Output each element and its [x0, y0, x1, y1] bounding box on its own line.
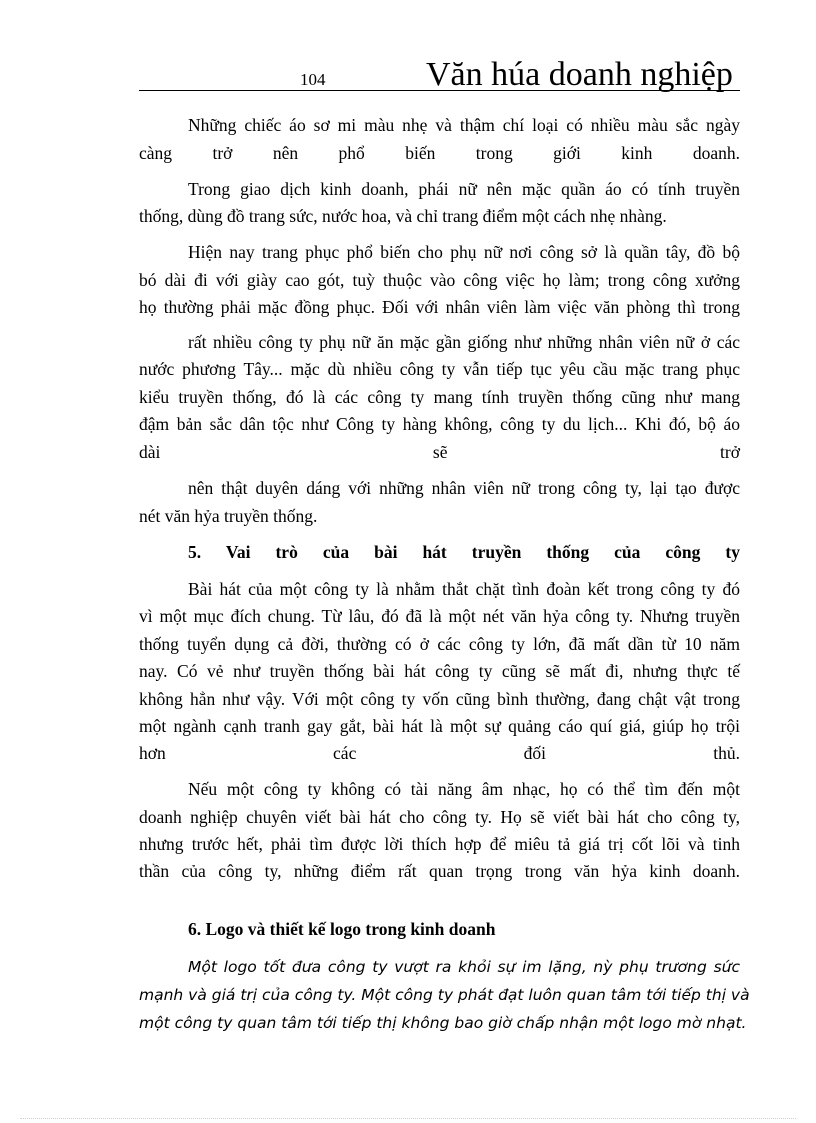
section-heading-5: 5. Vai trò của bài hát truyền thống của công ty — [188, 542, 740, 562]
running-title: Văn húa doanh nghiệp — [426, 56, 733, 93]
page-bottom-border — [20, 1118, 796, 1119]
paragraph-line: vì một mục đích chung. Từ lâu, đó đã là một nét văn hỷa công ty. Nhưng truyền — [139, 606, 740, 626]
paragraph-line: nước phương Tây... mặc dù nhiều công ty vẫn tiếp tục yêu cầu mặc trang phục — [139, 359, 740, 379]
paragraph-line: kiểu truyền thống, đó là các công ty mang tính truyền thống cũng như mang — [139, 387, 740, 407]
paragraph-line: Nếu một công ty không có tài năng âm nhạc, họ có thể tìm đến một — [188, 779, 740, 799]
italic-paragraph-line: mạnh và giá trị của công ty. Một công ty phát đạt luôn quan tâm tới tiếp thị và — [139, 986, 750, 1004]
paragraph-line: nay. Có vẻ như truyền thống bài hát công ty cũng sẽ mất đi, nhưng thực tế — [139, 661, 740, 681]
paragraph-line: rất nhiều công ty phụ nữ ăn mặc gần giống như những nhân viên nữ ở các — [188, 332, 740, 352]
paragraph-line: Trong giao dịch kinh doanh, phái nữ nên mặc quần áo có tính truyền — [188, 179, 740, 199]
paragraph-line: nhưng trước hết, phải tìm được lời thích hợp để miêu tả giá trị cốt lõi và tinh — [139, 834, 740, 854]
section-heading-6: 6. Logo và thiết kế logo trong kinh doanh — [188, 919, 496, 939]
paragraph-line: Hiện nay trang phục phổ biến cho phụ nữ nơi công sở là quần tây, đồ bộ — [188, 242, 740, 262]
paragraph-line: Những chiếc áo sơ mi màu nhẹ và thậm chí loại có nhiều màu sắc ngày — [188, 115, 740, 135]
paragraph-line: nên thật duyên dáng với những nhân viên nữ trong công ty, lại tạo được — [188, 478, 740, 498]
italic-paragraph-line: Một logo tốt đưa công ty vượt ra khỏi sự im lặng, nỳ phụ trương sức — [188, 958, 740, 976]
paragraph-line: thống, dùng đồ trang sức, nước hoa, và chỉ trang điểm một cách nhẹ nhàng. — [139, 206, 667, 226]
paragraph-line: thần của công ty, những điểm rất quan trọng trong văn hỷa kinh doanh. — [139, 861, 740, 881]
paragraph-line: nét văn hỷa truyền thống. — [139, 506, 318, 526]
paragraph-line: bó dài đi với giày cao gót, tuỳ thuộc vào công việc họ làm; trong công xưởng — [139, 270, 740, 290]
paragraph-line: Bài hát của một công ty là nhằm thắt chặt tình đoàn kết trong công ty đó — [188, 579, 740, 599]
paragraph-line: doanh nghiệp chuyên viết bài hát cho công ty. Họ sẽ viết bài hát cho công ty, — [139, 807, 740, 827]
page-number: 104 — [300, 70, 326, 89]
paragraph-line: họ thường phải mặc đồng phục. Đối với nhân viên làm việc văn phòng thì trong — [139, 297, 740, 317]
paragraph-line: một ngành cạnh tranh gay gắt, bài hát là một sự quảng cáo quí giá, giúp họ trội — [139, 716, 740, 736]
paragraph-line: thống tuyển dụng cả đời, thường có ở các công ty lớn, đã mất dần từ 10 năm — [139, 634, 740, 654]
paragraph-line: dài sẽ trở — [139, 442, 740, 462]
paragraph-line: hơn các đối thủ. — [139, 743, 740, 763]
paragraph-line: không hẳn như vậy. Với một công ty vốn cũng bình thường, đang chật vật trong — [139, 689, 740, 709]
paragraph-line: đậm bản sắc dân tộc như Công ty hàng không, công ty du lịch... Khi đó, bộ áo — [139, 414, 740, 434]
italic-paragraph-line: một công ty quan tâm tới tiếp thị không bao giờ chấp nhận một logo mờ nhạt. — [139, 1014, 747, 1032]
paragraph-line: càng trở nên phổ biến trong giới kinh doanh. — [139, 143, 740, 163]
